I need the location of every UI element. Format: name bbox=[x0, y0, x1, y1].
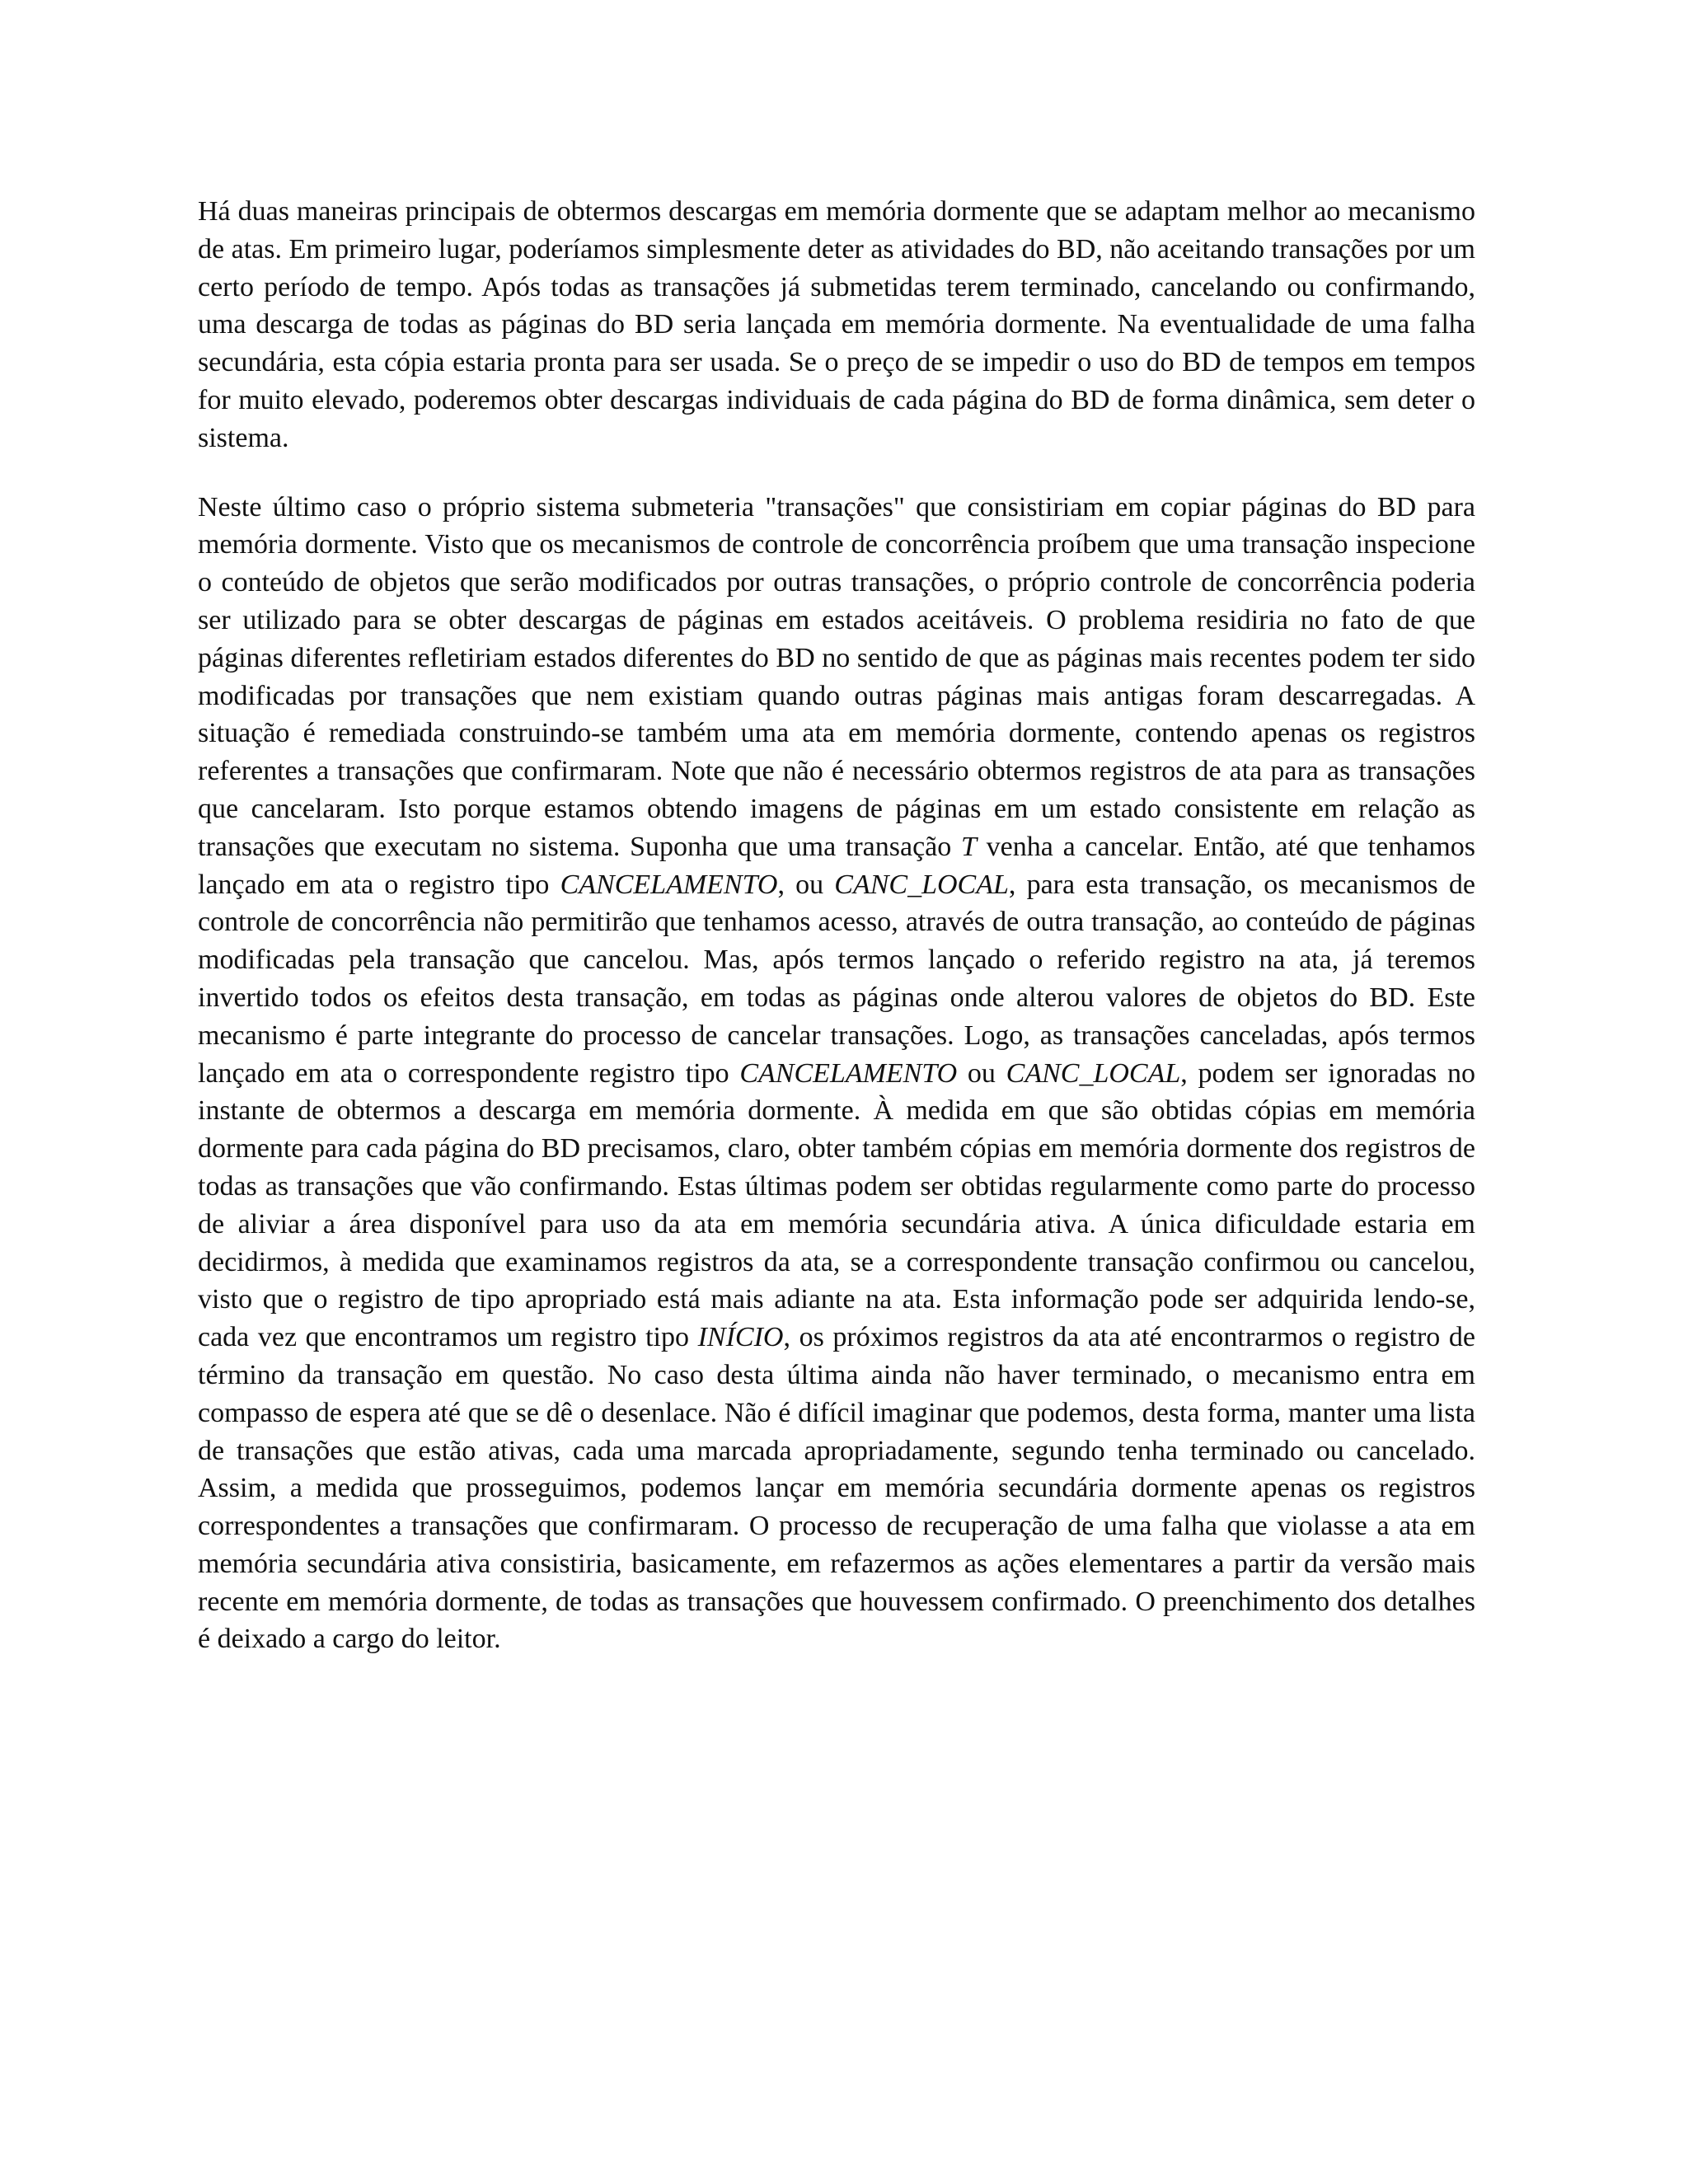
italic-term: CANC_LOCAL bbox=[1006, 1057, 1181, 1089]
paragraph-1: Há duas maneiras principais de obtermos descargas em memória dormente que se adaptam melhor ao mecanismo de atas. Em primeiro lugar, poderíamos simplesmente deter as atividades do BD, não aceitando transações por um certo período de tempo. Após todas as transações já submetidas terem terminado, cancelando ou confirmando, uma descarga de todas as páginas do BD seria lançada em memória dormente. Na eventualidade de uma falha secundária, esta cópia estaria pronta para ser usada. Se o preço de se impedir o uso do BD de tempos em tempos for muito elevado, poderemos obter descargas individuais de cada página do BD de forma dinâmica, sem deter o sistema. bbox=[198, 196, 1475, 453]
text-segment: , os próximos registros da ata até encontrarmos o registro de término da transação em questão. No caso desta última ainda não haver terminado, o mecanismo entra em compasso de espera até que se dê o desenlace. Não é difícil imaginar que podemos, desta forma, manter uma lista de transações que estão ativas, cada uma marcada apropriadamente, segundo tenha terminado ou cancelado. Assim, a medida que prosseguimos, podemos lançar em memória secundária dormente apenas os registros correspondentes a transações que confirmaram. O processo de recuperação de uma falha que violasse a ata em memória secundária ativa consistiria, basicamente, em refazermos as ações elementares a partir da versão mais recente em memória dormente, de todas as transações que houvessem confirmado. O preenchimento dos detalhes é deixado a cargo do leitor. bbox=[198, 1322, 1475, 1655]
text-segment: , para esta transação, os mecanismos de controle de concorrência não permitirão que tenhamos acesso, através de outra transação, ao conteúdo de páginas modificadas pela transação que cancelou. Mas, após termos lançado o referido registro na ata, já teremos invertido todos os efeitos desta transação, em todas as páginas onde alterou valores de objetos do BD. Este mecanismo é parte integrante do processo de cancelar transações. Logo, as transações canceladas, após termos lançado em ata o correspondente registro tipo bbox=[198, 869, 1476, 1089]
italic-term: CANC_LOCAL bbox=[834, 869, 1009, 900]
italic-term: T bbox=[961, 831, 977, 862]
text-segment: Neste último caso o próprio sistema submeteria "transações" que consistiriam em copiar páginas do BD para memória dormente. Visto que os mecanismos de controle de concorrência proíbem que uma transação inspecione o conteúdo de objetos que serão modificados por outras transações, o próprio controle de concorrência poderia ser utilizado para se obter descargas de páginas em estados aceitáveis. O problema residiria no fato de que páginas diferentes refletiriam estados diferentes do BD no sentido de que as páginas mais recentes podem ter sido modificadas por transações que nem existiam quando outras páginas mais antigas foram descarregadas. A situação é remediada construindo-se também uma ata em memória dormente, contendo apenas os registros referentes a transações que confirmaram. Note que não é necessário obtermos registros de ata para as transações que cancelaram. Isto porque estamos obtendo imagens de páginas em um estado consistente em relação as transações que executam no sistema. Suponha que uma transação bbox=[198, 491, 1475, 862]
italic-term: INÍCIO bbox=[697, 1322, 784, 1353]
text-segment: , ou bbox=[777, 869, 835, 900]
text-column bbox=[198, 193, 1475, 1658]
text-segment: ou bbox=[957, 1057, 1006, 1089]
text-segment: venha a cancelar. Então, até que tenhamos lançado em ata o registro tipo bbox=[198, 831, 1475, 900]
italic-term: CANCELAMENTO bbox=[560, 869, 778, 900]
paragraph-2 bbox=[198, 489, 1475, 1659]
italic-term: CANCELAMENTO bbox=[739, 1057, 958, 1089]
text-segment: , podem ser ignoradas no instante de obtermos a descarga em memória dormente. À medida em que são obtidas cópias em memória dormente para cada página do BD precisamos, claro, obter também cópias em memória dormente dos registros de todas as transações que vão confirmando. Estas últimas podem ser obtidas regularmente como parte do processo de aliviar a área disponível para uso da ata em memória secundária ativa. A única dificuldade estaria em decidirmos, à medida que examinamos registros da ata, se a correspondente transação confirmou ou cancelou, visto que o registro de tipo apropriado está mais adiante na ata. Esta informação pode ser adquirida lendo-se, cada vez que encontramos um registro tipo bbox=[198, 1057, 1475, 1353]
